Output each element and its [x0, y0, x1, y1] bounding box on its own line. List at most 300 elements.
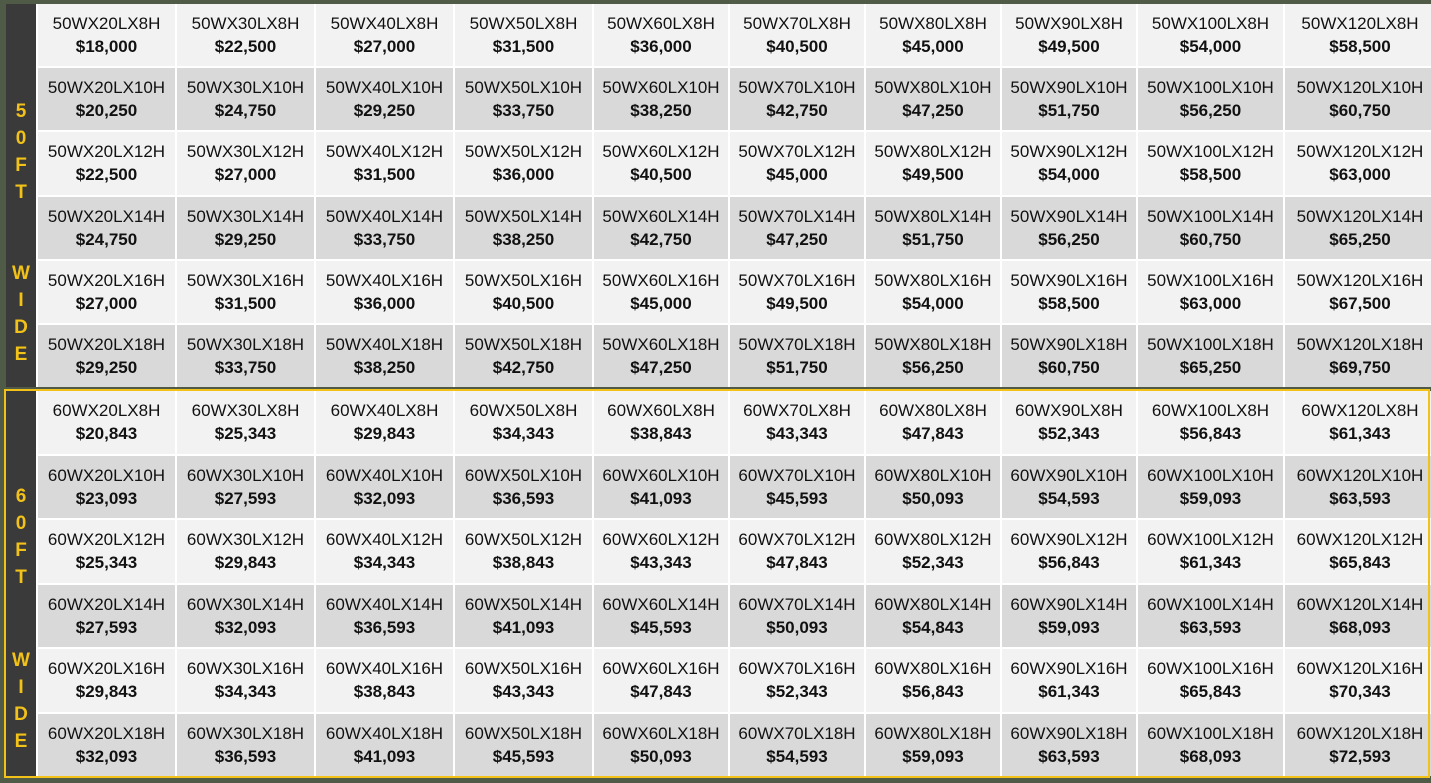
price-cell — [38, 4, 175, 66]
side-label-top — [6, 98, 36, 206]
model-code: 50WX80LX16H — [874, 270, 992, 290]
model-price: $58,500 — [1179, 165, 1242, 185]
model-code: 60WX20LX10H — [47, 465, 166, 485]
model-code: 60WX100LX18H — [1147, 723, 1274, 743]
price-cell — [1138, 68, 1283, 130]
price-cell — [316, 4, 453, 66]
model-price: $45,593 — [630, 617, 692, 637]
model-price: $61,343 — [1038, 682, 1100, 702]
price-cell — [1285, 132, 1431, 194]
price-cell — [316, 520, 453, 583]
model-price: $38,843 — [353, 682, 416, 702]
price-cell — [1002, 4, 1136, 66]
model-code: 60WX90LX16H — [1010, 659, 1128, 679]
model-price: $33,750 — [353, 229, 416, 249]
model-price: $38,843 — [492, 553, 555, 573]
price-cell — [38, 132, 175, 194]
model-price: $36,593 — [214, 746, 277, 766]
model-code: 60WX50LX14H — [464, 594, 583, 614]
price-cell — [1138, 456, 1283, 519]
model-price: $69,750 — [1329, 357, 1391, 377]
price-cell — [316, 649, 453, 712]
model-code: 60WX60LX18H — [602, 723, 720, 743]
model-code: 60WX30LX14H — [186, 594, 305, 614]
price-cell — [1285, 649, 1431, 712]
model-code: 60WX100LX12H — [1147, 530, 1274, 550]
model-code: 60WX120LX8H — [1301, 401, 1419, 421]
model-code: 60WX20LX8H — [52, 401, 161, 421]
model-code: 50WX50LX10H — [464, 78, 583, 98]
model-code: 50WX100LX14H — [1147, 206, 1274, 226]
model-price: $49,500 — [902, 165, 964, 185]
price-cell — [1002, 132, 1136, 194]
price-cell — [455, 4, 592, 66]
model-code: 60WX50LX18H — [464, 723, 583, 743]
model-code: 50WX30LX14H — [186, 206, 305, 226]
model-price: $47,250 — [766, 229, 828, 249]
price-cell — [594, 325, 728, 387]
side-label-bottom — [6, 647, 36, 755]
model-price: $47,843 — [630, 682, 692, 702]
model-code: 60WX60LX10H — [602, 465, 720, 485]
model-price: $67,500 — [1329, 293, 1391, 313]
model-price: $24,750 — [214, 101, 277, 121]
model-price: $54,593 — [766, 746, 828, 766]
side-letter: F — [15, 155, 27, 176]
price-cell — [1002, 197, 1136, 259]
side-letter: D — [14, 317, 28, 338]
model-code: 60WX70LX10H — [738, 465, 856, 485]
model-code: 60WX90LX12H — [1010, 530, 1128, 550]
model-price: $59,093 — [1038, 617, 1100, 637]
price-cell — [1285, 585, 1431, 648]
price-cell — [866, 68, 1000, 130]
model-code: 50WX120LX18H — [1296, 334, 1424, 354]
price-cell — [594, 585, 728, 648]
model-code: 60WX60LX14H — [602, 594, 720, 614]
model-code: 60WX60LX16H — [602, 659, 720, 679]
price-cell — [730, 325, 864, 387]
model-price: $40,500 — [492, 293, 555, 313]
price-cell — [1002, 649, 1136, 712]
price-cell — [1002, 391, 1136, 454]
model-price: $54,000 — [1179, 37, 1242, 57]
model-code: 50WX30LX10H — [186, 78, 305, 98]
price-cell — [1138, 325, 1283, 387]
model-price: $54,593 — [1038, 488, 1100, 508]
model-price: $24,750 — [75, 229, 138, 249]
price-cell — [455, 649, 592, 712]
model-price: $50,093 — [902, 488, 964, 508]
model-price: $41,093 — [492, 617, 555, 637]
model-code: 50WX30LX18H — [186, 334, 305, 354]
model-code: 60WX100LX16H — [1147, 659, 1274, 679]
price-cell — [594, 68, 728, 130]
model-code: 60WX50LX12H — [464, 530, 583, 550]
price-cell — [1002, 325, 1136, 387]
model-price: $31,500 — [492, 37, 555, 57]
model-code: 50WX60LX18H — [602, 334, 720, 354]
side-letter: F — [15, 540, 27, 561]
price-cell — [594, 649, 728, 712]
model-price: $50,093 — [630, 746, 692, 766]
price-cell — [866, 132, 1000, 194]
price-cell — [730, 520, 864, 583]
model-price: $32,093 — [75, 746, 138, 766]
model-code: 50WX80LX14H — [874, 206, 992, 226]
price-cell — [594, 4, 728, 66]
model-code: 50WX90LX14H — [1010, 206, 1128, 226]
model-price: $45,593 — [492, 746, 555, 766]
price-cell — [177, 585, 314, 648]
model-code: 50WX50LX18H — [464, 334, 583, 354]
model-price: $38,250 — [630, 101, 692, 121]
price-cell — [38, 391, 175, 454]
price-cell — [1138, 649, 1283, 712]
model-code: 50WX80LX8H — [879, 14, 987, 34]
model-price: $43,343 — [492, 682, 555, 702]
price-cell — [1002, 456, 1136, 519]
price-cell — [177, 132, 314, 194]
section-60ft-wide — [6, 391, 1428, 776]
price-cell — [38, 714, 175, 777]
price-cell — [1285, 197, 1431, 259]
model-code: 60WX120LX16H — [1296, 659, 1424, 679]
price-cell — [455, 197, 592, 259]
model-price: $52,343 — [1038, 424, 1100, 444]
price-cell — [1285, 714, 1431, 777]
model-price: $58,500 — [1038, 293, 1100, 313]
model-code: 50WX70LX14H — [738, 206, 856, 226]
model-code: 50WX40LX18H — [325, 334, 444, 354]
price-cell — [866, 520, 1000, 583]
side-letter: W — [12, 263, 30, 284]
price-cell — [1002, 261, 1136, 323]
model-price: $60,750 — [1329, 101, 1391, 121]
model-code: 60WX20LX12H — [47, 530, 166, 550]
model-code: 50WX120LX12H — [1296, 142, 1424, 162]
model-price: $65,843 — [1179, 682, 1242, 702]
price-cell — [1138, 197, 1283, 259]
model-code: 60WX60LX12H — [602, 530, 720, 550]
model-price: $20,250 — [75, 101, 138, 121]
price-cell — [594, 520, 728, 583]
price-cell — [1285, 261, 1431, 323]
price-cell — [1002, 68, 1136, 130]
price-cell — [455, 261, 592, 323]
model-price: $32,093 — [353, 488, 416, 508]
price-cell — [38, 197, 175, 259]
model-code: 60WX30LX10H — [186, 465, 305, 485]
model-code: 50WX30LX12H — [186, 142, 305, 162]
model-price: $60,750 — [1179, 229, 1242, 249]
model-code: 60WX20LX16H — [47, 659, 166, 679]
price-cell — [730, 456, 864, 519]
price-cell — [38, 456, 175, 519]
price-cell — [730, 68, 864, 130]
side-letter: 0 — [15, 128, 27, 149]
side-label-bottom — [6, 260, 36, 368]
model-price: $65,250 — [1179, 357, 1242, 377]
side-letter: 5 — [15, 101, 27, 122]
model-code: 50WX60LX16H — [602, 270, 720, 290]
price-cell — [594, 714, 728, 777]
price-cell — [1002, 714, 1136, 777]
model-code: 50WX30LX8H — [191, 14, 300, 34]
model-code: 50WX40LX10H — [325, 78, 444, 98]
price-cell — [316, 68, 453, 130]
price-cell — [316, 132, 453, 194]
model-price: $33,750 — [214, 357, 277, 377]
price-cell — [866, 261, 1000, 323]
model-price: $49,500 — [1038, 37, 1100, 57]
model-price: $47,843 — [766, 553, 828, 573]
model-code: 60WX30LX16H — [186, 659, 305, 679]
model-price: $29,250 — [75, 357, 138, 377]
price-cell — [1138, 4, 1283, 66]
model-price: $63,593 — [1038, 746, 1100, 766]
model-code: 50WX20LX18H — [47, 334, 166, 354]
model-price: $23,093 — [75, 488, 138, 508]
model-price: $38,250 — [492, 229, 555, 249]
side-letter: 6 — [15, 486, 27, 507]
side-letter: T — [15, 567, 27, 588]
model-price: $56,250 — [1038, 229, 1100, 249]
price-cell — [730, 261, 864, 323]
model-code: 60WX40LX18H — [325, 723, 444, 743]
price-cell — [455, 391, 592, 454]
model-price: $59,093 — [902, 746, 964, 766]
model-price: $49,500 — [766, 293, 828, 313]
model-price: $47,250 — [630, 357, 692, 377]
model-price: $36,593 — [492, 488, 555, 508]
model-price: $42,750 — [766, 101, 828, 121]
price-cell — [316, 714, 453, 777]
model-price: $29,250 — [353, 101, 416, 121]
model-code: 60WX30LX18H — [186, 723, 305, 743]
model-code: 60WX80LX8H — [879, 401, 987, 421]
model-price: $56,843 — [902, 682, 964, 702]
price-cell — [316, 197, 453, 259]
model-price: $32,093 — [214, 617, 277, 637]
model-price: $27,000 — [214, 165, 277, 185]
model-price: $22,500 — [75, 165, 138, 185]
model-price: $31,500 — [214, 293, 277, 313]
model-price: $56,250 — [1179, 101, 1242, 121]
model-code: 50WX60LX14H — [602, 206, 720, 226]
model-code: 60WX80LX10H — [874, 465, 992, 485]
model-code: 60WX70LX12H — [738, 530, 856, 550]
price-cell — [730, 714, 864, 777]
price-cell — [177, 520, 314, 583]
model-code: 60WX80LX14H — [874, 594, 992, 614]
model-price: $34,343 — [353, 553, 416, 573]
price-cell — [177, 261, 314, 323]
price-cell — [177, 714, 314, 777]
price-cell — [1285, 325, 1431, 387]
price-cell — [866, 714, 1000, 777]
side-label-60ft-wide — [6, 391, 36, 776]
side-letter: W — [12, 650, 30, 671]
price-cell — [38, 585, 175, 648]
model-price: $68,093 — [1329, 617, 1391, 637]
model-price: $51,750 — [766, 357, 828, 377]
model-price: $58,500 — [1329, 37, 1391, 57]
model-code: 50WX60LX8H — [607, 14, 715, 34]
price-cell — [455, 585, 592, 648]
model-code: 50WX50LX16H — [464, 270, 583, 290]
price-cell — [730, 649, 864, 712]
price-cell — [1002, 520, 1136, 583]
price-cell — [730, 132, 864, 194]
price-cell — [594, 132, 728, 194]
model-code: 60WX40LX8H — [330, 401, 439, 421]
price-cell — [594, 261, 728, 323]
model-price: $45,000 — [902, 37, 964, 57]
price-cell — [594, 391, 728, 454]
price-cell — [455, 132, 592, 194]
price-grid — [36, 391, 1431, 776]
model-code: 50WX100LX16H — [1147, 270, 1274, 290]
model-price: $72,593 — [1329, 746, 1391, 766]
model-code: 60WX100LX10H — [1147, 465, 1274, 485]
price-cell — [177, 456, 314, 519]
price-cell — [38, 325, 175, 387]
price-cell — [177, 325, 314, 387]
price-cell — [730, 391, 864, 454]
price-cell — [177, 4, 314, 66]
model-code: 50WX80LX12H — [874, 142, 992, 162]
model-price: $56,843 — [1179, 424, 1242, 444]
model-code: 60WX90LX14H — [1010, 594, 1128, 614]
model-price: $51,750 — [1038, 101, 1100, 121]
model-code: 60WX80LX16H — [874, 659, 992, 679]
model-price: $47,843 — [902, 424, 964, 444]
model-price: $27,000 — [75, 293, 138, 313]
price-grid — [36, 4, 1431, 387]
model-price: $42,750 — [492, 357, 555, 377]
model-code: 50WX120LX8H — [1301, 14, 1419, 34]
model-code: 60WX120LX14H — [1296, 594, 1424, 614]
side-letter: E — [14, 731, 28, 752]
model-price: $50,093 — [766, 617, 828, 637]
price-cell — [866, 4, 1000, 66]
model-price: $54,000 — [1038, 165, 1100, 185]
model-code: 50WX30LX16H — [186, 270, 305, 290]
model-code: 60WX120LX12H — [1296, 530, 1424, 550]
price-cell — [866, 391, 1000, 454]
model-code: 60WX50LX16H — [464, 659, 583, 679]
side-letter: D — [14, 704, 28, 725]
model-price: $29,250 — [214, 229, 277, 249]
model-price: $25,343 — [214, 424, 277, 444]
model-code: 60WX40LX10H — [325, 465, 444, 485]
model-code: 60WX20LX18H — [47, 723, 166, 743]
price-cell — [316, 456, 453, 519]
price-cell — [1285, 391, 1431, 454]
model-code: 50WX60LX10H — [602, 78, 720, 98]
price-cell — [177, 68, 314, 130]
price-cell — [455, 714, 592, 777]
model-price: $41,093 — [353, 746, 416, 766]
price-cell — [1138, 714, 1283, 777]
model-code: 50WX120LX14H — [1296, 206, 1424, 226]
model-code: 60WX120LX18H — [1296, 723, 1424, 743]
model-price: $20,843 — [75, 424, 138, 444]
model-price: $36,000 — [353, 293, 416, 313]
model-code: 50WX90LX16H — [1010, 270, 1128, 290]
model-code: 60WX20LX14H — [47, 594, 166, 614]
model-price: $43,343 — [630, 553, 692, 573]
model-price: $63,000 — [1329, 165, 1391, 185]
model-price: $29,843 — [75, 682, 138, 702]
model-code: 50WX40LX16H — [325, 270, 444, 290]
model-price: $38,250 — [353, 357, 416, 377]
model-code: 50WX70LX8H — [743, 14, 851, 34]
model-price: $63,593 — [1179, 617, 1242, 637]
price-cell — [38, 649, 175, 712]
model-price: $56,250 — [902, 357, 964, 377]
model-code: 60WX90LX18H — [1010, 723, 1128, 743]
model-code: 50WX20LX12H — [47, 142, 166, 162]
model-code: 60WX80LX12H — [874, 530, 992, 550]
model-price: $25,343 — [75, 553, 138, 573]
model-code: 50WX20LX16H — [47, 270, 166, 290]
model-code: 60WX70LX18H — [738, 723, 856, 743]
model-price: $65,250 — [1329, 229, 1391, 249]
model-code: 60WX70LX14H — [738, 594, 856, 614]
model-code: 60WX50LX10H — [464, 465, 583, 485]
model-price: $63,593 — [1329, 488, 1391, 508]
model-code: 50WX70LX18H — [738, 334, 856, 354]
price-cell — [1138, 585, 1283, 648]
side-letter: E — [14, 344, 28, 365]
price-cell — [730, 4, 864, 66]
model-code: 60WX100LX14H — [1147, 594, 1274, 614]
model-price: $41,093 — [630, 488, 692, 508]
model-price: $52,343 — [902, 553, 964, 573]
model-code: 50WX80LX10H — [874, 78, 992, 98]
model-code: 50WX100LX18H — [1147, 334, 1274, 354]
model-code: 50WX70LX10H — [738, 78, 856, 98]
price-cell — [1138, 261, 1283, 323]
price-cell — [1285, 4, 1431, 66]
side-letter: T — [15, 182, 27, 203]
model-price: $40,500 — [766, 37, 828, 57]
price-cell — [316, 391, 453, 454]
model-code: 50WX90LX8H — [1015, 14, 1123, 34]
price-cell — [455, 456, 592, 519]
price-cell — [866, 325, 1000, 387]
model-price: $40,500 — [630, 165, 692, 185]
price-cell — [177, 391, 314, 454]
price-cell — [316, 261, 453, 323]
model-price: $22,500 — [214, 37, 277, 57]
price-cell — [38, 261, 175, 323]
side-label-50ft-wide — [6, 4, 36, 387]
model-price: $27,000 — [353, 37, 416, 57]
section-50ft-wide — [6, 4, 1428, 387]
model-code: 50WX50LX8H — [469, 14, 578, 34]
side-letter: 0 — [15, 513, 27, 534]
model-code: 50WX50LX14H — [464, 206, 583, 226]
model-code: 60WX70LX16H — [738, 659, 856, 679]
model-price: $36,593 — [353, 617, 416, 637]
price-cell — [866, 585, 1000, 648]
model-code: 60WX50LX8H — [469, 401, 578, 421]
model-price: $47,250 — [902, 101, 964, 121]
model-price: $54,843 — [902, 617, 964, 637]
